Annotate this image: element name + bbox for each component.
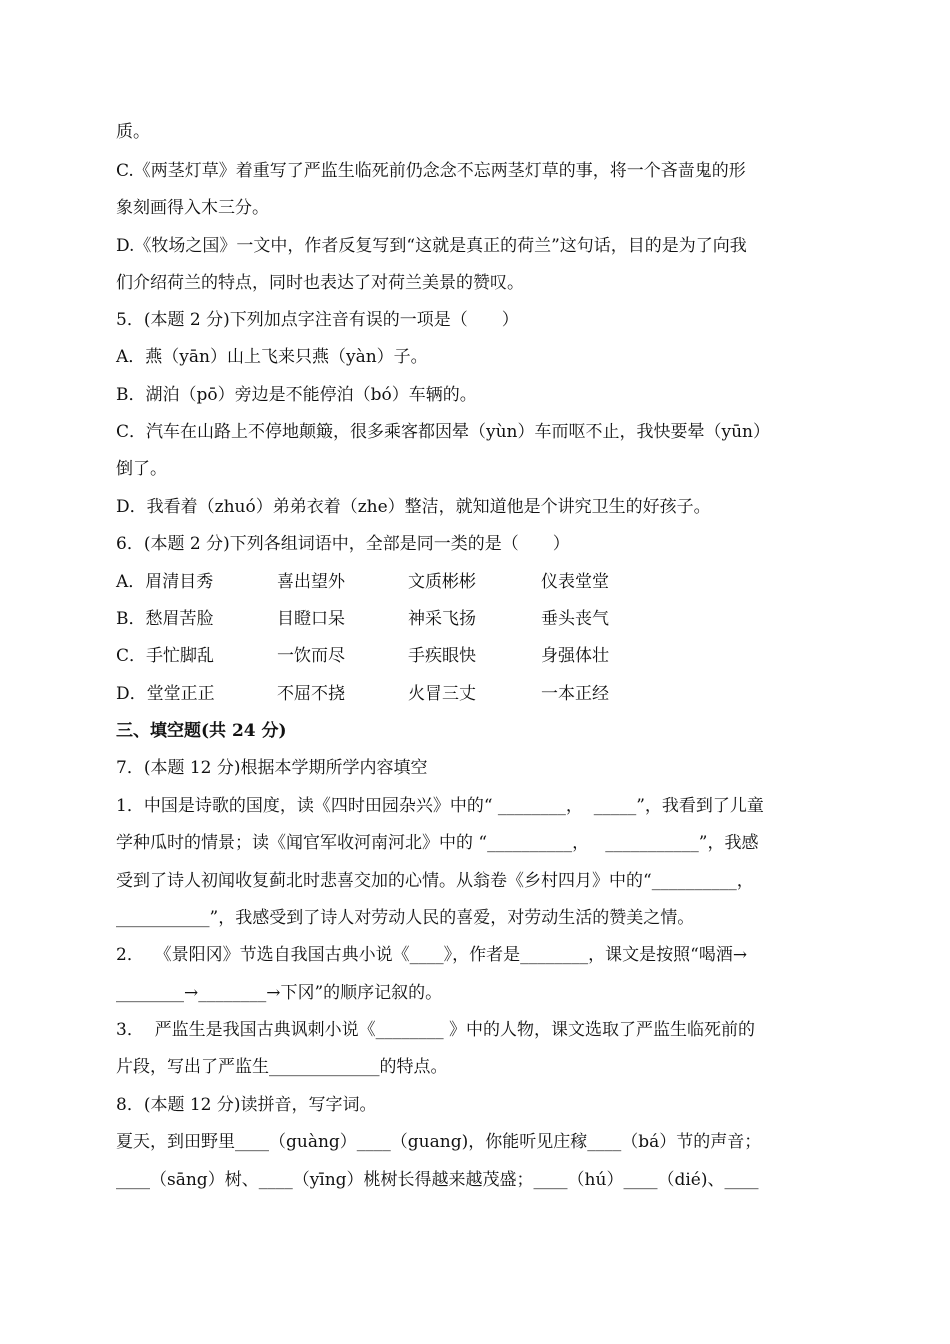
option-word: 目瞪口呆 (277, 609, 345, 629)
option-word: 喜出望外 (277, 572, 345, 592)
option-word: C．手忙脚乱 (116, 646, 215, 666)
text-line: 学种瓜时的情景；读《闻官军收河南河北》中的 “__________， ___________”，我感 (116, 833, 759, 853)
question-7: 7．(本题 12 分)根据本学期所学内容填空 (116, 758, 428, 778)
text-line: C.《两茎灯草》着重写了严监生临死前仍念念不忘两茎灯草的事，将一个吝啬鬼的形 (116, 161, 746, 181)
option-word: 文质彬彬 (408, 572, 476, 592)
text-line: 2． 《景阳冈》节选自我国古典小说《____》，作者是________，课文是按照“喝酒→ (116, 945, 748, 965)
text-line: ____（sāng）树、____（yīng）桃树长得越来越茂盛；____（hú）____（dié)、____ (116, 1170, 759, 1190)
text-line: 3． 严监生是我国古典讽刺小说《________ 》中的人物，课文选取了严监生临死前的 (116, 1020, 756, 1040)
option-d: D．我看着（zhuó）弟弟衣着（zhe）整洁，就知道他是个讲究卫生的好孩子。 (116, 497, 711, 517)
text-line: 受到了诗人初闻收复蓟北时悲喜交加的心情。从翁卷《乡村四月》中的“__________， (116, 871, 754, 891)
text-line: 倒了。 (116, 459, 167, 479)
option-word: 手疾眼快 (408, 646, 476, 666)
option-word: 神采飞扬 (408, 609, 476, 629)
option-word: 一本正经 (541, 684, 609, 704)
text-line: ________→________→下冈”的顺序记叙的。 (116, 983, 443, 1003)
option-b: B．湖泊（pō）旁边是不能停泊（bó）车辆的。 (116, 385, 477, 405)
text-line: 1．中国是诗歌的国度，读《四时田园杂兴》中的“ ________， _____”，我看到了儿童 (116, 796, 764, 816)
text-line: 夏天，到田野里____（guàng）____（guang)，你能听见庄稼____（bá）节的声音； (116, 1132, 762, 1152)
option-word: 火冒三丈 (408, 684, 476, 704)
option-a: A．燕（yān）山上飞来只燕（yàn）子。 (116, 347, 428, 367)
option-word: 一饮而尽 (277, 646, 345, 666)
option-word: D．堂堂正正 (116, 684, 215, 704)
question-8: 8．(本题 12 分)读拼音，写字词。 (116, 1095, 377, 1115)
text-line: 质。 (116, 122, 150, 142)
option-word: B．愁眉苦脸 (116, 609, 214, 629)
text-line: 片段，写出了严监生_____________的特点。 (116, 1057, 448, 1077)
option-c: C．汽车在山路上不停地颠簸，很多乘客都因晕（yùn）车而呕不止，我快要晕（yūn） (116, 422, 771, 442)
question-5: 5．(本题 2 分)下列加点字注音有误的一项是（ ） (116, 310, 519, 330)
option-word: A．眉清目秀 (116, 572, 214, 592)
option-word: 不屈不挠 (277, 684, 345, 704)
text-line: ___________”，我感受到了诗人对劳动人民的喜爱，对劳动生活的赞美之情。 (116, 908, 695, 928)
option-word: 垂头丧气 (541, 609, 609, 629)
option-word: 身强体壮 (541, 646, 609, 666)
text-line: D.《牧场之国》一文中，作者反复写到“这就是真正的荷兰”这句话，目的是为了向我 (116, 236, 747, 256)
text-line: 象刻画得入木三分。 (116, 198, 269, 218)
option-word: 仪表堂堂 (541, 572, 609, 592)
question-6: 6．(本题 2 分)下列各组词语中，全部是同一类的是（ ） (116, 534, 570, 554)
section-heading: 三、填空题(共 24 分) (116, 721, 287, 741)
text-line: 们介绍荷兰的特点，同时也表达了对荷兰美景的赞叹。 (116, 273, 524, 293)
